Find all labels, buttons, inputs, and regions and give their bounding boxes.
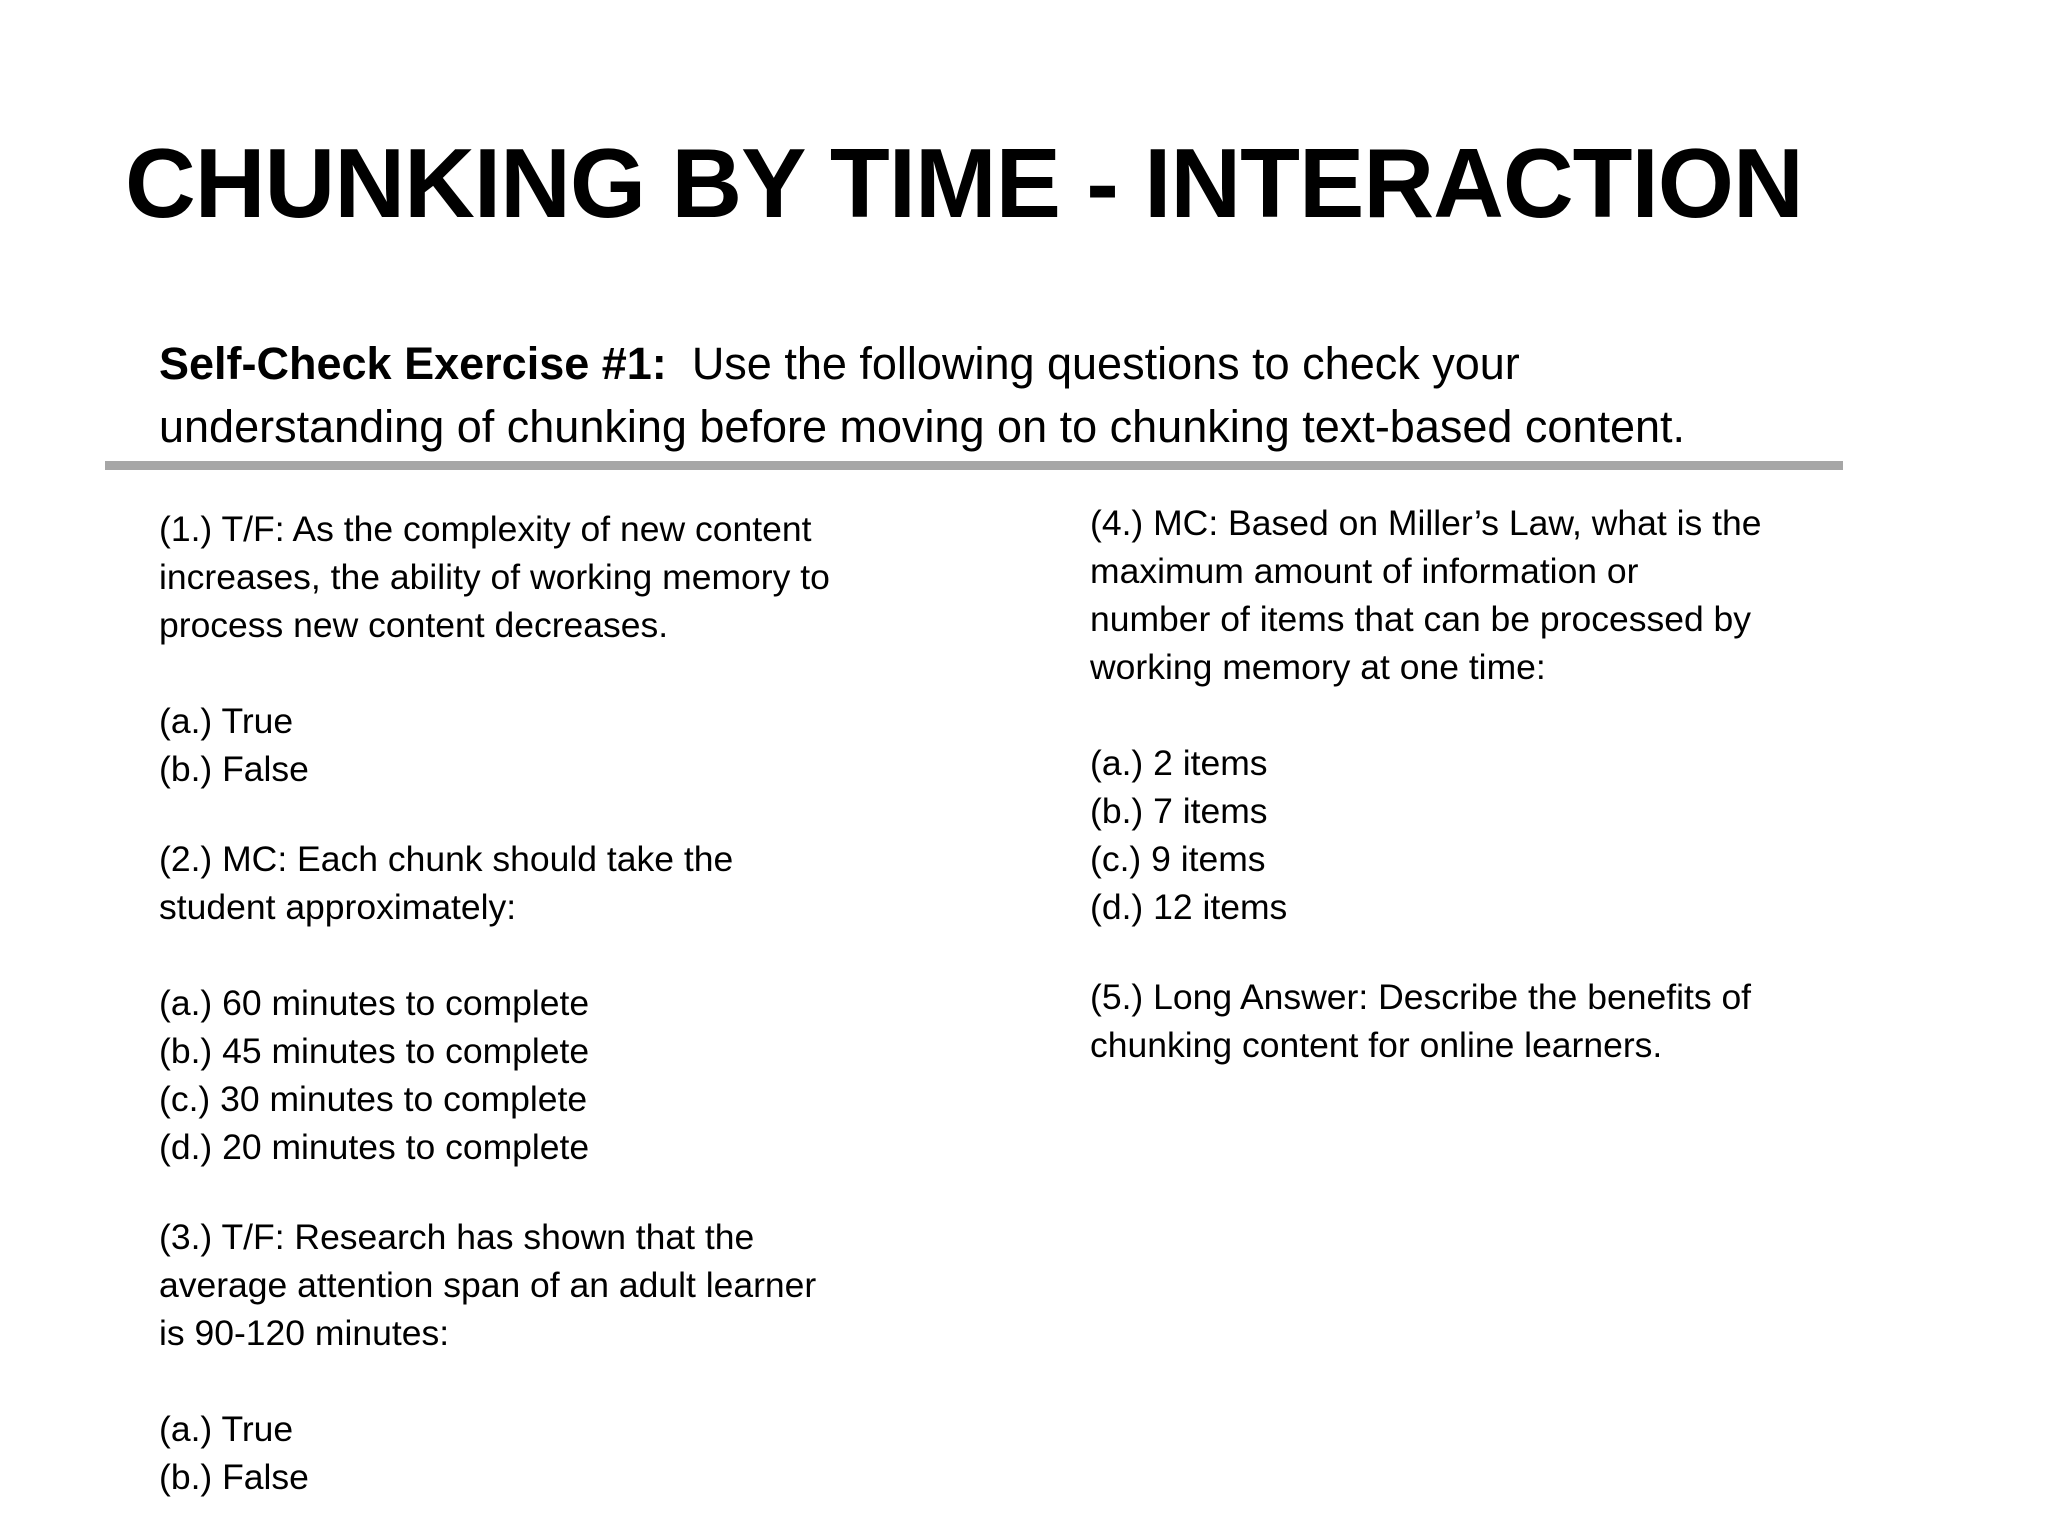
divider-rule (105, 461, 1843, 470)
question-line: increases, the ability of working memory to (159, 557, 830, 597)
question-line: working memory at one time: (1090, 647, 1546, 687)
question-3-text (159, 1213, 1019, 1357)
question-3 (159, 1213, 1019, 1501)
left-column (159, 505, 1019, 1501)
question-line: process new content decreases. (159, 605, 669, 645)
answer-option: (d.) 20 minutes to complete (159, 1127, 590, 1167)
intro-line-2: understanding of chunking before moving on to chunking text-based content. (159, 401, 1686, 452)
answer-option: (c.) 30 minutes to complete (159, 1079, 588, 1119)
question-3-options (159, 1405, 1019, 1501)
question-line: maximum amount of information or (1090, 551, 1639, 591)
answer-option: (b.) False (159, 749, 309, 789)
question-line: (2.) MC: Each chunk should take the (159, 839, 734, 879)
question-line: chunking content for online learners. (1090, 1025, 1663, 1065)
answer-option: (d.) 12 items (1090, 887, 1288, 927)
question-line: student approximately: (159, 887, 517, 927)
question-1-text (159, 505, 1019, 649)
intro-text-1: Use the following questions to check your (691, 338, 1520, 389)
question-4-text (1090, 499, 1950, 691)
question-1-options (159, 697, 1019, 793)
exercise-label: Self-Check Exercise #1: (159, 338, 667, 389)
question-4-options (1090, 739, 1950, 931)
answer-option: (a.) True (159, 701, 294, 741)
right-column (1090, 499, 1950, 1069)
answer-option: (b.) 45 minutes to complete (159, 1031, 590, 1071)
question-1 (159, 505, 1019, 793)
answer-option: (b.) False (159, 1457, 309, 1497)
question-line: is 90-120 minutes: (159, 1313, 450, 1353)
question-line: average attention span of an adult learner (159, 1265, 817, 1305)
answer-option: (a.) True (159, 1409, 294, 1449)
question-2-options (159, 979, 1019, 1171)
question-5-text (1090, 973, 1950, 1069)
answer-option: (a.) 2 items (1090, 743, 1268, 783)
exercise-intro (159, 332, 1859, 458)
answer-option: (a.) 60 minutes to complete (159, 983, 590, 1023)
question-2-text (159, 835, 1019, 931)
question-5 (1090, 973, 1950, 1069)
question-line: (3.) T/F: Research has shown that the (159, 1217, 755, 1257)
slide-title: CHUNKING BY TIME - INTERACTION (125, 128, 1803, 238)
question-line: (4.) MC: Based on Miller’s Law, what is the (1090, 503, 1762, 543)
question-line: (1.) T/F: As the complexity of new content (159, 509, 812, 549)
question-line: (5.) Long Answer: Describe the benefits of (1090, 977, 1752, 1017)
question-2 (159, 835, 1019, 1171)
question-4 (1090, 499, 1950, 931)
answer-option: (b.) 7 items (1090, 791, 1268, 831)
question-line: number of items that can be processed by (1090, 599, 1752, 639)
answer-option: (c.) 9 items (1090, 839, 1266, 879)
intro-line-1 (159, 332, 1859, 395)
